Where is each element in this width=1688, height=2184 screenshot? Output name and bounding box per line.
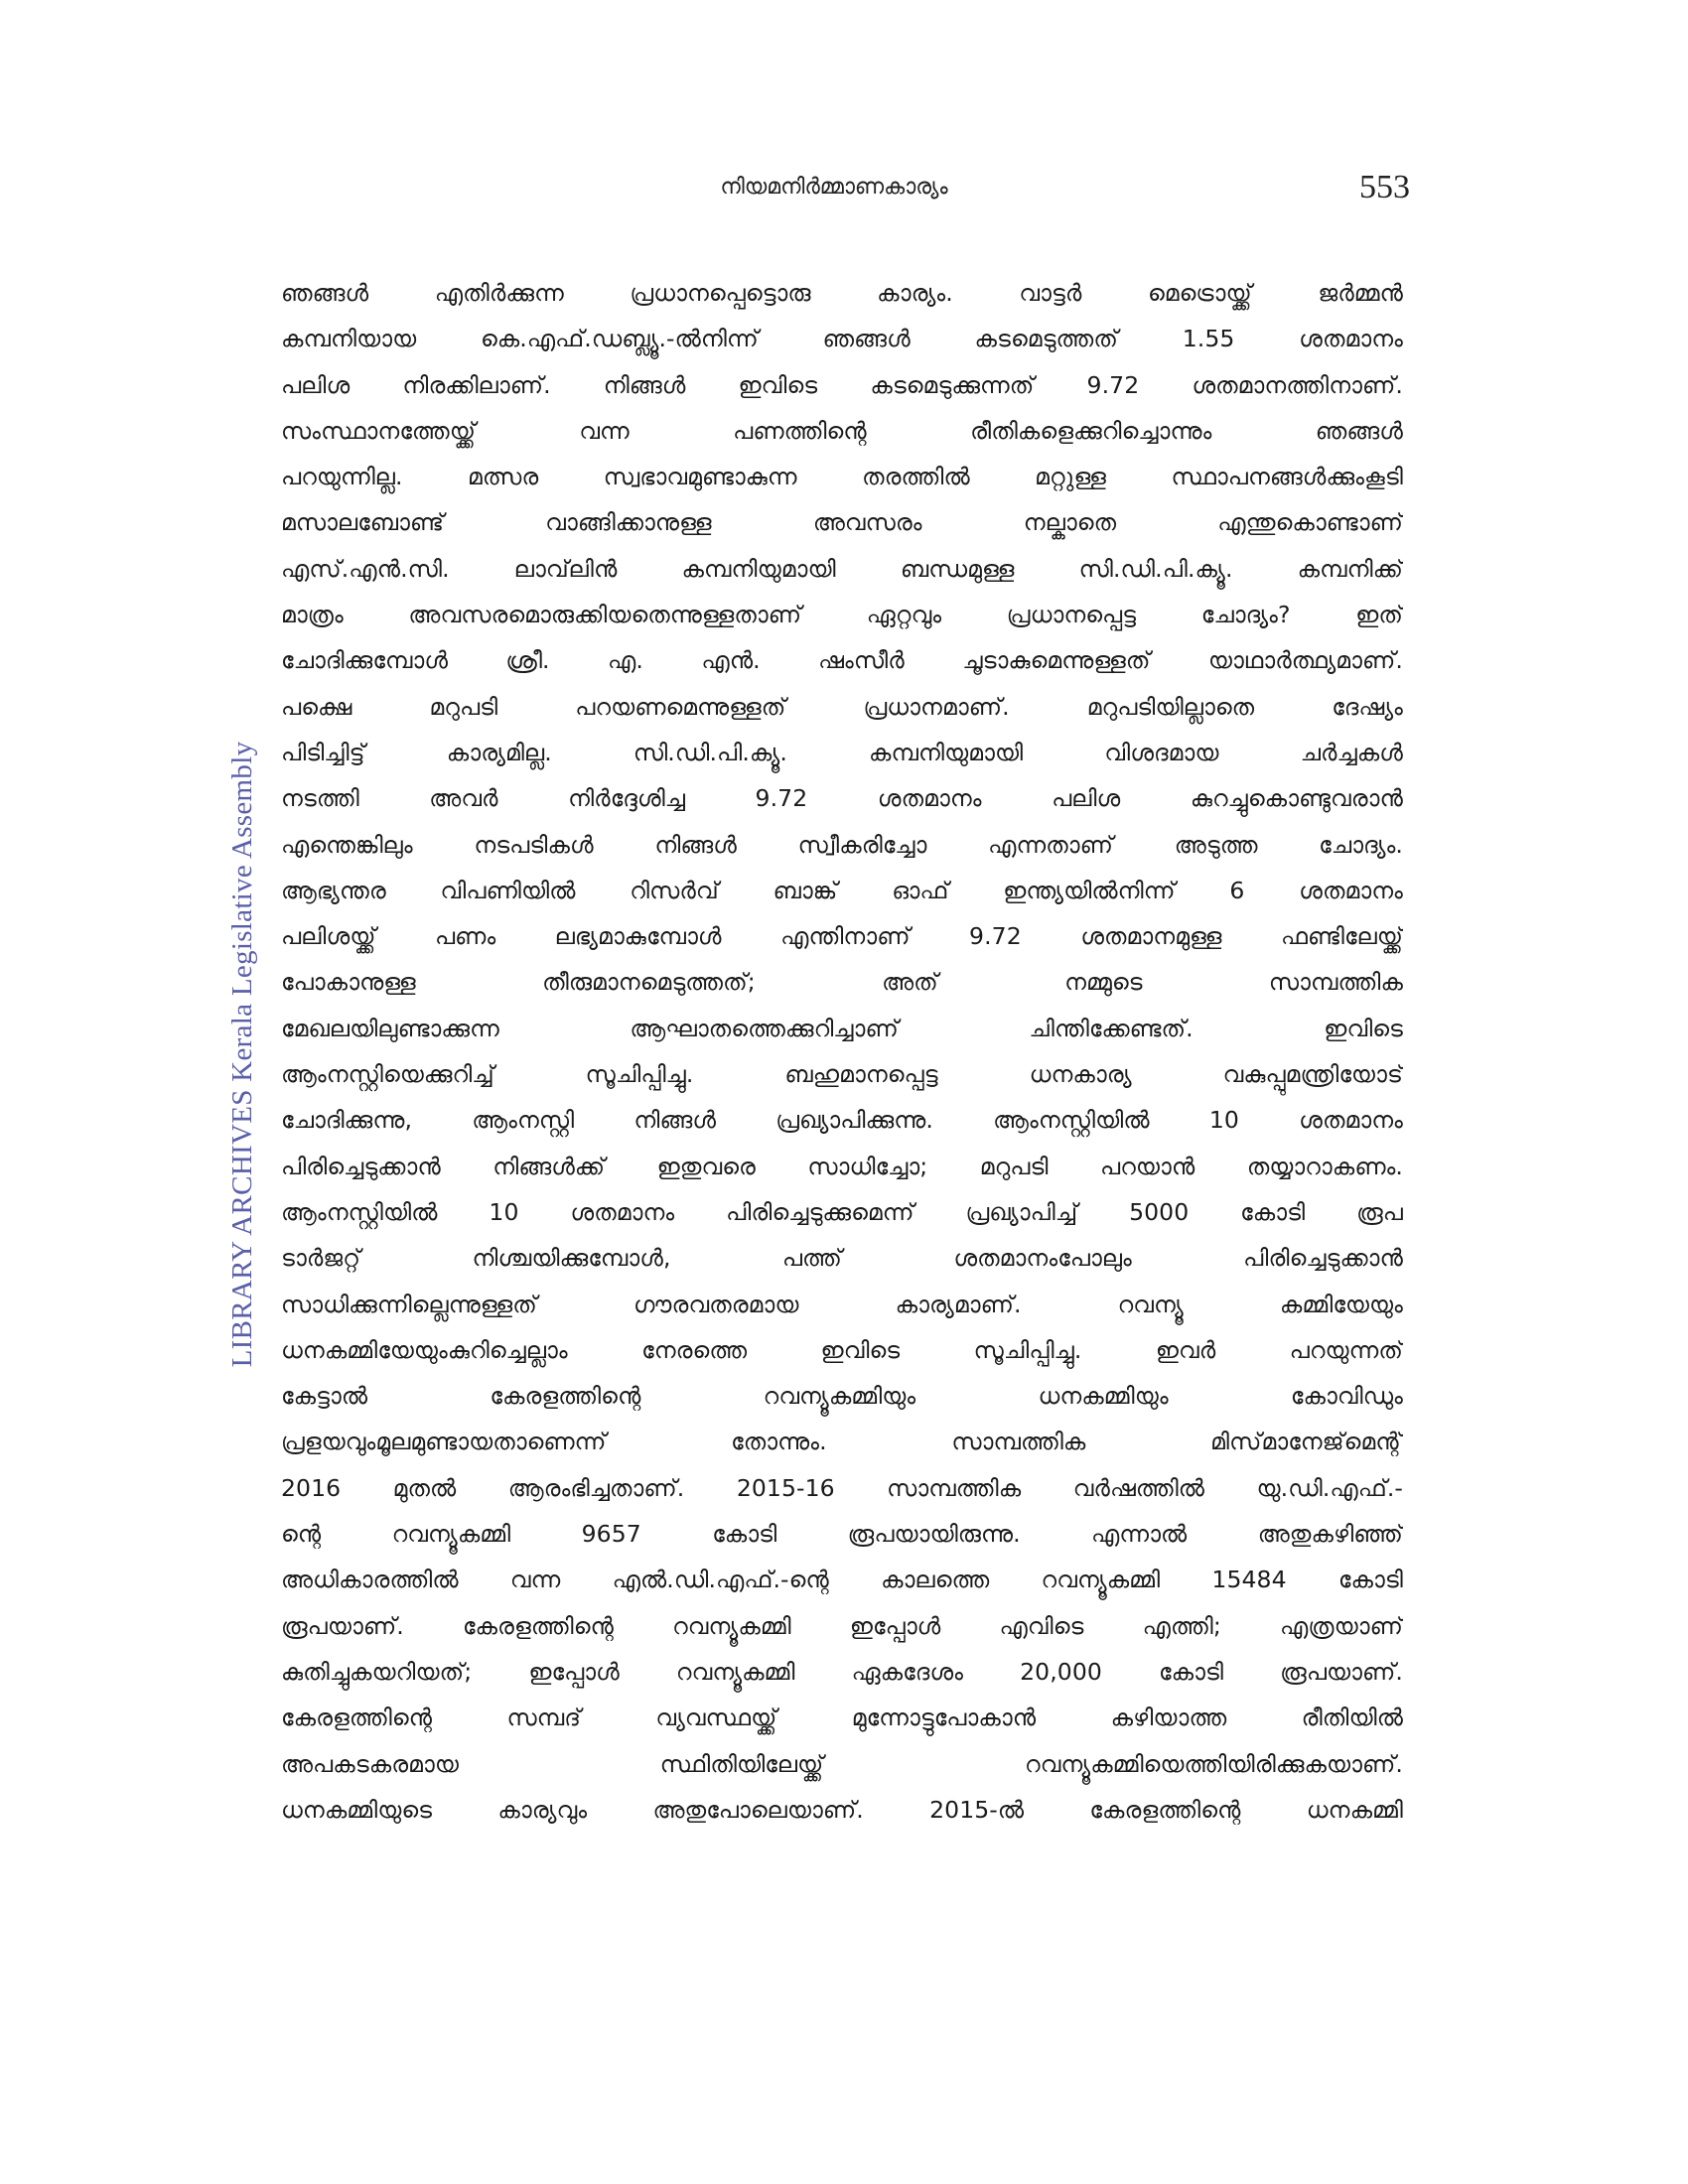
text-line: പലിശയ്ക്ക് പണം ലഭ്യമാകുമ്പോൾ എന്തിനാണ് 9.72 ശതമാനമുള്ള ഫണ്ടിലേയ്ക്ക്: [281, 922, 1403, 951]
text-line: അധികാരത്തിൽ വന്ന എൽ.ഡി.എഫ്.-ന്റെ കാലത്തെ റവന്യൂകമ്മി 15484 കോടി: [281, 1566, 1403, 1594]
text-line: എന്തെങ്കിലും നടപടികൾ നിങ്ങൾ സ്വീകരിച്ചോ എന്നതാണ് അടുത്ത ചോദ്യം.: [281, 830, 1403, 859]
text-line: ചോദിക്കുന്നു, ആംനസ്റ്റി നിങ്ങൾ പ്രഖ്യാപിക്കുന്നു. ആംനസ്റ്റിയിൽ 10 ശതമാനം: [281, 1106, 1403, 1135]
text-line: മാത്രം അവസരമൊരുക്കിയതെന്നുള്ളതാണ് ഏറ്റവും പ്രധാനപ്പെട്ട ചോദ്യം? ഇത്: [281, 601, 1403, 629]
text-line: 2016 മുതൽ ആരംഭിച്ചതാണ്. 2015-16 സാമ്പത്തിക വർഷത്തിൽ യു.ഡി.എഫ്.-: [281, 1473, 1403, 1502]
text-line: മേഖലയിലുണ്ടാക്കുന്ന ആഘാതത്തെക്കുറിച്ചാണ് ചിന്തിക്കേണ്ടത്. ഇവിടെ: [281, 1014, 1403, 1042]
text-line: കമ്പനിയായ കെ.എഫ്.ഡബ്ല്യൂ.-ൽനിന്ന് ഞങ്ങൾ കടമെടുത്തത് 1.55 ശതമാനം: [281, 325, 1403, 353]
text-line: ആഭ്യന്തര വിപണിയിൽ റിസർവ് ബാങ്ക് ഓഫ് ഇന്ത്യയിൽനിന്ന് 6 ശതമാനം: [281, 876, 1403, 904]
text-line: പിരിച്ചെടുക്കാൻ നിങ്ങൾക്ക് ഇതുവരെ സാധിച്ചോ; മറുപടി പറയാൻ തയ്യാറാകണം.: [281, 1152, 1403, 1180]
text-line: കേട്ടാൽ കേരളത്തിന്റെ റവന്യൂകമ്മിയും ധനകമ്മിയും കോവിഡും: [281, 1382, 1403, 1411]
text-line: നടത്തി അവർ നിർദ്ദേശിച്ച 9.72 ശതമാനം പലിശ കുറച്ചുകൊണ്ടുവരാൻ: [281, 784, 1403, 813]
text-line: ചോദിക്കുമ്പോൾ ശ്രീ. എ. എൻ. ഷംസീർ ചൂടാകുമെന്നുള്ളത് യാഥാർത്ഥ്യമാണ്.: [281, 646, 1403, 675]
text-line: പറയുന്നില്ല. മത്സര സ്വഭാവമുണ്ടാകുന്ന തരത്തിൽ മറ്റുള്ള സ്ഥാപനങ്ങൾക്കുംകൂടി: [281, 463, 1403, 491]
page-number: 553: [1359, 169, 1410, 205]
text-line: ന്റെ റവന്യൂകമ്മി 9657 കോടി രൂപയായിരുന്നു. എന്നാൽ അതുകഴിഞ്ഞ്: [281, 1520, 1403, 1549]
text-line: അപകടകരമായ സ്ഥിതിയിലേയ്ക്ക് റവന്യൂകമ്മിയെത്തിയിരിക്കുകയാണ്.: [281, 1749, 1403, 1778]
text-line: പോകാനുള്ള തീരുമാനമെടുത്തത്; അത് നമ്മുടെ സാമ്പത്തിക: [281, 968, 1403, 997]
text-line: പക്ഷെ മറുപടി പറയണമെന്നുള്ളത് പ്രധാനമാണ്. മറുപടിയില്ലാതെ ദേഷ്യം: [281, 692, 1403, 721]
text-line: കുതിച്ചുകയറിയത്; ഇപ്പോൾ റവന്യൂകമ്മി ഏകദേശം 20,000 കോടി രൂപയാണ്.: [281, 1657, 1403, 1686]
text-line: പിടിച്ചിട്ട് കാര്യമില്ല. സി.ഡി.പി.ക്യൂ. കമ്പനിയുമായി വിശദമായ ചർച്ചകൾ: [281, 738, 1403, 766]
text-line: പലിശ നിരക്കിലാണ്. നിങ്ങൾ ഇവിടെ കടമെടുക്കുന്നത് 9.72 ശതമാനത്തിനാണ്.: [281, 370, 1403, 399]
running-title: നിയമനിർമ്മാണകാര്യം: [720, 175, 948, 200]
text-line: സംസ്ഥാനത്തേയ്ക്ക് വന്ന പണത്തിന്റെ രീതികളെക്കുറിച്ചൊന്നും ഞങ്ങൾ: [281, 416, 1403, 445]
text-line: ധനകമ്മിയുടെ കാര്യവും അതുപോലെയാണ്. 2015-ൽ കേരളത്തിന്റെ ധനകമ്മി: [281, 1795, 1403, 1824]
text-line: ആംനസ്റ്റിയിൽ 10 ശതമാനം പിരിച്ചെടുക്കുമെന്ന് പ്രഖ്യാപിച്ച് 5000 കോടി രൂപ: [281, 1197, 1403, 1226]
running-header: [0, 169, 1688, 208]
text-line: സാധിക്കുന്നില്ലെന്നുള്ളത് ഗൗരവതരമായ കാര്യമാണ്. റവന്യൂ കമ്മിയേയും: [281, 1290, 1403, 1318]
text-line: എസ്.എൻ.സി. ലാവ്‌ലിൻ കമ്പനിയുമായി ബന്ധമുള്ള സി.ഡി.പി.ക്യൂ. കമ്പനിക്ക്: [281, 554, 1403, 583]
body-text: [281, 270, 1403, 1833]
text-line: രൂപയാണ്. കേരളത്തിന്റെ റവന്യൂകമ്മി ഇപ്പോൾ എവിടെ എത്തി; എത്രയാണ്: [281, 1611, 1403, 1640]
archive-watermark: LIBRARY ARCHIVES Kerala Legislative Assembly: [226, 741, 258, 1368]
text-line: ഞങ്ങൾ എതിർക്കുന്ന പ്രധാനപ്പെട്ടൊരു കാര്യം. വാട്ടർ മെട്രൊയ്ക്ക് ജർമ്മൻ: [281, 279, 1403, 307]
text-line: പ്രളയവുംമൂലമുണ്ടായതാണെന്ന് തോന്നും. സാമ്പത്തിക മിസ്‌മാനേജ്‌മെന്റ്: [281, 1428, 1403, 1456]
text-line: ധനകമ്മിയേയുംകുറിച്ചെല്ലാം നേരത്തെ ഇവിടെ സൂചിപ്പിച്ചു. ഇവർ പറയുന്നത്: [281, 1335, 1403, 1364]
text-line: കേരളത്തിന്റെ സമ്പദ് വ്യവസ്ഥയ്ക്ക് മുന്നോട്ടുപോകാൻ കഴിയാത്ത രീതിയിൽ: [281, 1704, 1403, 1732]
text-line: ആംനസ്റ്റിയെക്കുറിച്ച് സൂചിപ്പിച്ചു. ബഹുമാനപ്പെട്ട ധനകാര്യ വകുപ്പുമന്ത്രിയോട്: [281, 1060, 1403, 1089]
text-line: മസാലബോണ്ട് വാങ്ങിക്കാനുള്ള അവസരം നല്കാതെ എന്തുകൊണ്ടാണ്: [281, 508, 1403, 537]
text-line: ടാർജറ്റ് നിശ്ചയിക്കുമ്പോൾ, പത്ത് ശതമാനംപോലും പിരിച്ചെടുക്കാൻ: [281, 1244, 1403, 1273]
